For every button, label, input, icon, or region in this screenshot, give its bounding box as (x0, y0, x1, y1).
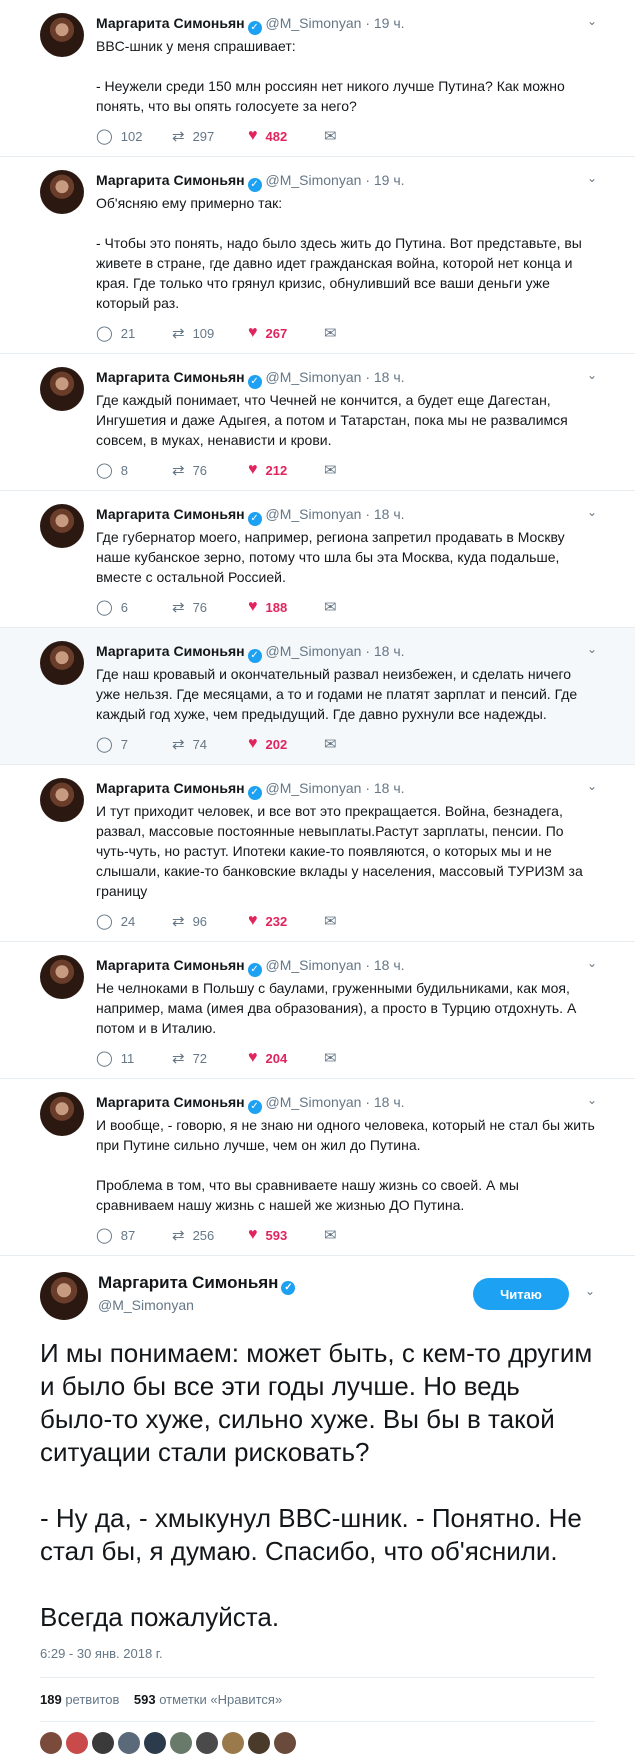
avatar[interactable] (40, 1092, 84, 1136)
author-name[interactable]: Маргарита Симоньян (96, 369, 245, 385)
tweet-text: И тут приходит человек, и все вот это прекращается. Война, безнадега, развал, массовые постоянные невыплаты.Растут зарплаты, пенсии. По чуть-чуть, но растут. Ипотеки какие-то появляются, о которых мы и не слышали, какие-то банковские вклады у населения, массовый ТУРИЗМ за границу (96, 803, 587, 899)
liker-avatar[interactable] (170, 1732, 192, 1754)
reply-count: 21 (120, 325, 136, 341)
avatar[interactable] (40, 367, 84, 411)
author-handle[interactable]: @M_Simonyan (265, 643, 362, 659)
reply-icon: ◯ (96, 913, 113, 930)
tweet-actions (96, 1215, 595, 1255)
retweet-button[interactable] (172, 912, 248, 930)
like-count: 482 (265, 128, 288, 144)
retweet-count: 76 (192, 462, 208, 478)
like-button[interactable] (248, 461, 324, 479)
envelope-icon[interactable]: ✉ (324, 1050, 337, 1067)
envelope-icon[interactable]: ✉ (324, 736, 337, 753)
author-handle[interactable]: @M_Simonyan (265, 172, 362, 188)
chevron-down-icon[interactable]: ⌄ (586, 642, 597, 656)
chevron-down-icon[interactable]: ⌄ (586, 779, 597, 793)
tweet-text: Не челноками в Польшу с баулами, груженными будильниками, как моя, например, мама (имея два образования), а просто в Турцию отдохнуть. А потом и в Италию. (96, 980, 581, 1036)
retweet-count: 72 (192, 1050, 208, 1066)
tweet-header (96, 956, 595, 977)
verified-badge-icon: ✓ (248, 512, 262, 526)
reply-icon: ◯ (96, 325, 113, 342)
retweet-button[interactable] (172, 1226, 248, 1244)
like-count: 232 (265, 913, 288, 929)
likers-avatars (40, 1722, 595, 1764)
author-name[interactable]: Маргарита Симоньян ✓ (98, 1272, 595, 1295)
avatar[interactable] (40, 955, 84, 999)
like-button[interactable] (248, 912, 324, 930)
chevron-down-icon[interactable]: ⌄ (584, 1284, 595, 1298)
retweet-count: 76 (192, 599, 208, 615)
heart-icon: ♥ (248, 1049, 258, 1066)
reply-button[interactable] (96, 1049, 172, 1067)
chevron-down-icon[interactable]: ⌄ (586, 368, 597, 382)
reply-icon: ◯ (96, 128, 113, 145)
author-name[interactable]: Маргарита Симоньян (96, 506, 245, 522)
verified-badge-icon: ✓ (248, 1100, 262, 1114)
heart-icon: ♥ (248, 735, 258, 752)
retweet-button[interactable] (172, 461, 248, 479)
chevron-down-icon[interactable]: ⌄ (586, 1093, 597, 1107)
retweet-count[interactable]: 189 (40, 1692, 62, 1707)
verified-badge-icon: ✓ (248, 649, 262, 663)
author-handle[interactable]: @M_Simonyan (265, 1094, 362, 1110)
tweet-time[interactable]: · 19 ч. (365, 15, 405, 31)
author-name[interactable]: Маргарита Симоньян (96, 1094, 245, 1110)
tweet-actions (96, 450, 595, 490)
liker-avatar[interactable] (118, 1732, 140, 1754)
tweet[interactable] (0, 765, 635, 942)
liker-avatar[interactable] (92, 1732, 114, 1754)
envelope-icon[interactable]: ✉ (324, 325, 337, 342)
reply-icon: ◯ (96, 599, 113, 616)
retweet-icon: ⇄ (172, 325, 185, 342)
retweet-button[interactable] (172, 127, 248, 145)
tweet[interactable] (0, 354, 635, 491)
tweet-time[interactable]: · 18 ч. (365, 780, 405, 796)
tweet-text: Где губернатор моего, например, региона запретил продавать в Москву наше кубанское зерно, потому что шла бы эта Москва, куда подальше, вместе с остальной Россией. (96, 529, 569, 585)
retweet-icon: ⇄ (172, 913, 185, 930)
verified-badge-icon: ✓ (248, 178, 262, 192)
reply-button[interactable] (96, 461, 172, 479)
like-count: 188 (265, 599, 288, 615)
envelope-icon[interactable]: ✉ (324, 913, 337, 930)
retweet-icon: ⇄ (172, 736, 185, 753)
retweet-button[interactable] (172, 324, 248, 342)
liker-avatar[interactable] (66, 1732, 88, 1754)
like-button[interactable] (248, 1049, 324, 1067)
reply-count: 6 (120, 599, 129, 615)
avatar[interactable] (40, 641, 84, 685)
tweet-text: И вообще, - говорю, я не знаю ни одного человека, который не стал бы жить при Путине сильно лучше, чем он жил до Путина. Проблема в том, что вы сравниваете нашу жизнь со своей. А мы сравниваем нашу жизнь с нашей же жизнью ДО Путина. (96, 1117, 595, 1213)
retweet-count: 297 (192, 128, 215, 144)
reply-count: 8 (120, 462, 129, 478)
tweet[interactable] (0, 157, 635, 354)
tweet-actions (96, 724, 595, 764)
liker-avatar[interactable] (248, 1732, 270, 1754)
tweet-text: Где наш кровавый и окончательный развал неизбежен, и сделать ничего уже нельзя. Где месяцами, а то и годами не платят зарплат и пенсий. Где каждый год хуже, чем предыдущий. Где давно рухнули все надежды. (96, 666, 582, 722)
chevron-down-icon[interactable]: ⌄ (586, 505, 597, 519)
tweet[interactable] (0, 491, 635, 628)
heart-icon: ♥ (248, 127, 258, 144)
author-name[interactable]: Маргарита Симоньян (96, 643, 245, 659)
like-count: 202 (265, 736, 288, 752)
heart-icon: ♥ (248, 912, 258, 929)
tweet-time[interactable]: · 18 ч. (365, 643, 405, 659)
tweet-actions (96, 587, 595, 627)
like-count[interactable]: 593 (133, 1692, 156, 1707)
like-label[interactable]: отметки «Нравится» (159, 1692, 283, 1707)
like-count: 212 (265, 462, 288, 478)
reply-button[interactable] (96, 324, 172, 342)
like-count: 204 (265, 1050, 288, 1066)
avatar[interactable] (40, 778, 84, 822)
tweet-text: Об'ясняю ему примерно так: - Чтобы это понять, надо было здесь жить до Путина. Вот представьте, вы живете в стране, где давно идет гражданская война, которой нет конца и края. Где только что грянул кризис, обнуливший все ваши деньги уже который раз. (96, 195, 582, 311)
envelope-icon[interactable]: ✉ (324, 128, 337, 145)
chevron-down-icon[interactable]: ⌄ (586, 14, 597, 28)
verified-badge-icon: ✓ (281, 1281, 295, 1295)
tweet-time[interactable]: · 19 ч. (365, 172, 405, 188)
reply-button[interactable] (96, 912, 172, 930)
tweet-stats (40, 1678, 595, 1722)
tweet-header (96, 171, 595, 192)
tweet-header (96, 14, 595, 35)
author-handle[interactable]: @M_Simonyan (265, 957, 362, 973)
like-count: 593 (265, 1227, 288, 1243)
tweet-header (96, 1093, 595, 1114)
main-tweet-text: И мы понимаем: может быть, с кем-то другим и было бы все эти годы лучше. Но ведь было-то хуже, сильно хуже. Вы бы в такой ситуации стали рисковать? - Ну да, - хмыкунул BBC-шник. - Понятно. Не стал бы, я думаю. Спасибо, что об'яснили. Всегда пожалуйста. (40, 1338, 593, 1632)
tweet-time[interactable]: · 18 ч. (365, 506, 405, 522)
liker-avatar[interactable] (40, 1732, 62, 1754)
tweet-text: BBC-шник у меня спрашивает: - Неужели среди 150 млн россиян нет никого лучше Путина? Как можно понять, что вы опять голосуете за него? (96, 38, 565, 114)
tweet-actions (96, 1038, 595, 1078)
tweet-time[interactable]: · 18 ч. (365, 957, 405, 973)
tweet[interactable] (0, 942, 635, 1079)
verified-badge-icon: ✓ (248, 786, 262, 800)
retweet-button[interactable] (172, 735, 248, 753)
envelope-icon[interactable]: ✉ (324, 599, 337, 616)
retweet-count: 74 (192, 736, 208, 752)
liker-avatar[interactable] (144, 1732, 166, 1754)
retweet-count: 96 (192, 913, 208, 929)
follow-button[interactable]: Читаю (473, 1278, 569, 1310)
reply-count: 7 (120, 736, 129, 752)
tweet-text: Где каждый понимает, что Чечней не кончится, а будет еще Дагестан, Ингушетия и даже Адыгея, а потом и Татарстан, пока мы не развалимся совсем, в муках, ненависти и крови. (96, 392, 572, 448)
liker-avatar[interactable] (274, 1732, 296, 1754)
reply-icon: ◯ (96, 462, 113, 479)
tweet-date[interactable]: 6:29 - 30 янв. 2018 г. (40, 1646, 595, 1678)
like-button[interactable] (248, 127, 324, 145)
tweet-actions (96, 901, 595, 941)
tweet-header (96, 368, 595, 389)
reply-button[interactable] (96, 127, 172, 145)
retweet-count: 109 (192, 325, 215, 341)
retweet-icon: ⇄ (172, 1227, 185, 1244)
chevron-down-icon[interactable]: ⌄ (586, 956, 597, 970)
reply-count: 11 (120, 1050, 135, 1066)
heart-icon: ♥ (248, 598, 258, 615)
retweet-label[interactable]: ретвитов (65, 1692, 120, 1707)
author-handle[interactable]: @M_Simonyan (265, 369, 362, 385)
author-handle[interactable]: @M_Simonyan (98, 1297, 194, 1313)
reply-count: 87 (120, 1227, 136, 1243)
reply-button[interactable] (96, 1226, 172, 1244)
avatar[interactable] (40, 1272, 88, 1320)
author-name[interactable]: Маргарита Симоньян (96, 957, 245, 973)
like-count: 267 (265, 325, 288, 341)
retweet-button[interactable] (172, 1049, 248, 1067)
tweet-header (96, 779, 595, 800)
author-name[interactable]: Маргарита Симоньян (96, 15, 245, 31)
tweet-header (96, 642, 595, 663)
tweet-header (96, 505, 595, 526)
retweet-icon: ⇄ (172, 599, 185, 616)
reply-button[interactable] (96, 735, 172, 753)
retweet-count: 256 (192, 1227, 215, 1243)
verified-badge-icon: ✓ (248, 963, 262, 977)
reply-icon: ◯ (96, 1050, 113, 1067)
avatar[interactable] (40, 170, 84, 214)
tweet-time[interactable]: · 18 ч. (365, 1094, 405, 1110)
retweet-button[interactable] (172, 598, 248, 616)
tweet-actions (96, 313, 595, 353)
retweet-icon: ⇄ (172, 462, 185, 479)
tweet-actions (96, 116, 595, 156)
like-button[interactable] (248, 735, 324, 753)
heart-icon: ♥ (248, 1226, 258, 1243)
verified-badge-icon: ✓ (248, 21, 262, 35)
chevron-down-icon[interactable]: ⌄ (586, 171, 597, 185)
liker-avatar[interactable] (196, 1732, 218, 1754)
tweet[interactable] (0, 628, 635, 765)
reply-button[interactable] (96, 598, 172, 616)
main-tweet (0, 1256, 635, 1764)
envelope-icon[interactable]: ✉ (324, 462, 337, 479)
reply-count: 102 (120, 128, 143, 144)
author-name[interactable]: Маргарита Симоньян (96, 780, 245, 796)
author-handle[interactable]: @M_Simonyan (265, 506, 362, 522)
reply-count: 24 (120, 913, 136, 929)
retweet-icon: ⇄ (172, 1050, 185, 1067)
envelope-icon[interactable]: ✉ (324, 1227, 337, 1244)
reply-icon: ◯ (96, 1227, 113, 1244)
liker-avatar[interactable] (222, 1732, 244, 1754)
retweet-icon: ⇄ (172, 128, 185, 145)
tweet-time[interactable]: · 18 ч. (365, 369, 405, 385)
heart-icon: ♥ (248, 461, 258, 478)
like-button[interactable] (248, 1226, 324, 1244)
author-handle[interactable]: @M_Simonyan (265, 15, 362, 31)
avatar[interactable] (40, 13, 84, 57)
like-button[interactable] (248, 324, 324, 342)
avatar[interactable] (40, 504, 84, 548)
tweet[interactable] (0, 0, 635, 157)
verified-badge-icon: ✓ (248, 375, 262, 389)
tweet[interactable] (0, 1079, 635, 1256)
author-name[interactable]: Маргарита Симоньян (96, 172, 245, 188)
reply-icon: ◯ (96, 736, 113, 753)
like-button[interactable] (248, 598, 324, 616)
author-handle[interactable]: @M_Simonyan (265, 780, 362, 796)
heart-icon: ♥ (248, 324, 258, 341)
